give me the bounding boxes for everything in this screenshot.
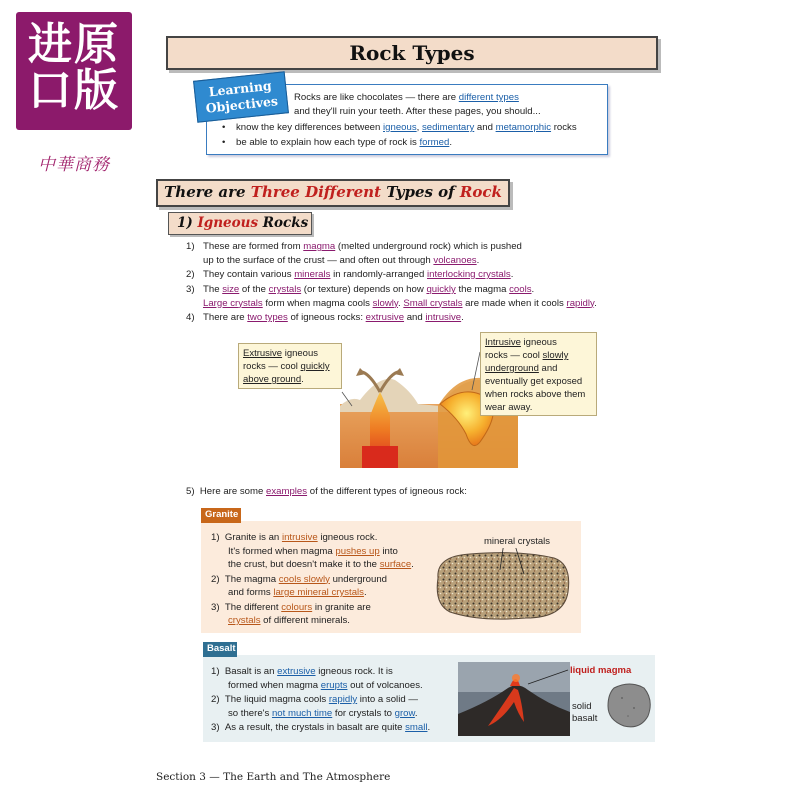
point-number: 1) — [186, 241, 195, 252]
point-3-line-2: Large crystals form when magma cools slowly. Small crystals are made when it cools rapidly. — [203, 297, 597, 309]
basalt-rock-image — [604, 680, 654, 730]
volcano-photo — [458, 662, 570, 736]
intro-text-2: and they'll ruin your teeth. After these pages, you should... — [294, 106, 541, 117]
intrusive-callout: Intrusive igneous rocks — cool slowly underground and eventually get exposed when rocks above them wear away. — [480, 332, 597, 416]
page-footer: Section 3 — The Earth and The Atmosphere — [156, 771, 391, 783]
granite-rock-image — [430, 548, 572, 622]
link-igneous[interactable]: igneous — [383, 122, 417, 133]
badge-line-2: Objectives — [204, 93, 279, 116]
igneous-points — [186, 240, 626, 330]
solid-basalt-label: solid basalt — [572, 701, 598, 724]
point-1-line-1: These are formed from magma (melted underground rock) which is pushed — [203, 241, 522, 252]
point-number: 3) — [186, 284, 195, 295]
point-number: 4) — [186, 312, 195, 323]
intro-text: Rocks are like chocolates — there are — [294, 92, 459, 103]
section-heading: There are Three Different Types of Rock — [164, 183, 502, 201]
point-2-line: They contain various minerals in randomly-arranged interlocking crystals. — [203, 269, 514, 280]
point-3-line-1: The size of the crystals (or texture) depends on how quickly the magma cools. — [203, 284, 535, 295]
page-title-bar — [166, 36, 658, 70]
basalt-tag: Basalt — [203, 642, 237, 657]
logo-subtitle: 中華商務 — [38, 155, 110, 175]
link-different-types[interactable]: different types — [458, 92, 519, 103]
badge-line-1: Learning — [207, 77, 273, 100]
objective-item: • be able to explain how each type of rock is formed. — [222, 136, 452, 148]
logo-line-2: 口版 — [28, 65, 120, 116]
igneous-heading: 1) Igneous Rocks — [177, 215, 309, 231]
point-5: 5) Here are some examples of the different types of igneous rock: — [186, 486, 467, 497]
granite-tag: Granite — [201, 508, 241, 523]
point-number: 2) — [186, 269, 195, 280]
link-sedimentary[interactable]: sedimentary — [421, 122, 475, 133]
link-formed[interactable]: formed — [419, 136, 450, 148]
publisher-logo — [16, 12, 132, 175]
objective-item: • know the key differences between igneous, sedimentary and metamorphic rocks — [222, 122, 577, 133]
page-title: Rock Types — [349, 41, 475, 65]
extrusive-callout: Extrusive igneous rocks — cool quickly above ground. — [238, 343, 342, 389]
mineral-crystals-label: mineral crystals — [484, 536, 550, 547]
magma-base — [362, 446, 398, 468]
igneous-heading-box — [168, 212, 312, 235]
point-4-line: There are two types of igneous rocks: extrusive and intrusive. — [203, 312, 464, 323]
section-heading-box — [156, 179, 510, 207]
granite-list: 1) Granite is an intrusive igneous rock. It's formed when magma pushes up into the crust, but doesn't make it to the surface. 2) The magma cools slowly underground and forms large mineral crystals. 3) The different colours in granite are crystals of different minerals. — [211, 532, 414, 626]
objectives-intro — [294, 91, 604, 119]
logo-line-1: 进原 — [28, 19, 120, 70]
objectives-list — [222, 121, 602, 150]
link-metamorphic[interactable]: metamorphic — [495, 122, 552, 133]
basalt-list: 1) Basalt is an extrusive igneous rock. It is formed when magma erupts out of volcanoes. 2) The liquid magma cools rapidly into a solid — so there's not much time for crystals to grow. 3) As a result, the crystals in basalt are quite small. — [211, 666, 431, 733]
point-1-line-2: up to the surface of the crust — and often out through volcanoes. — [203, 254, 480, 266]
logo-text — [16, 19, 132, 116]
liquid-magma-label: liquid magma — [570, 665, 632, 676]
